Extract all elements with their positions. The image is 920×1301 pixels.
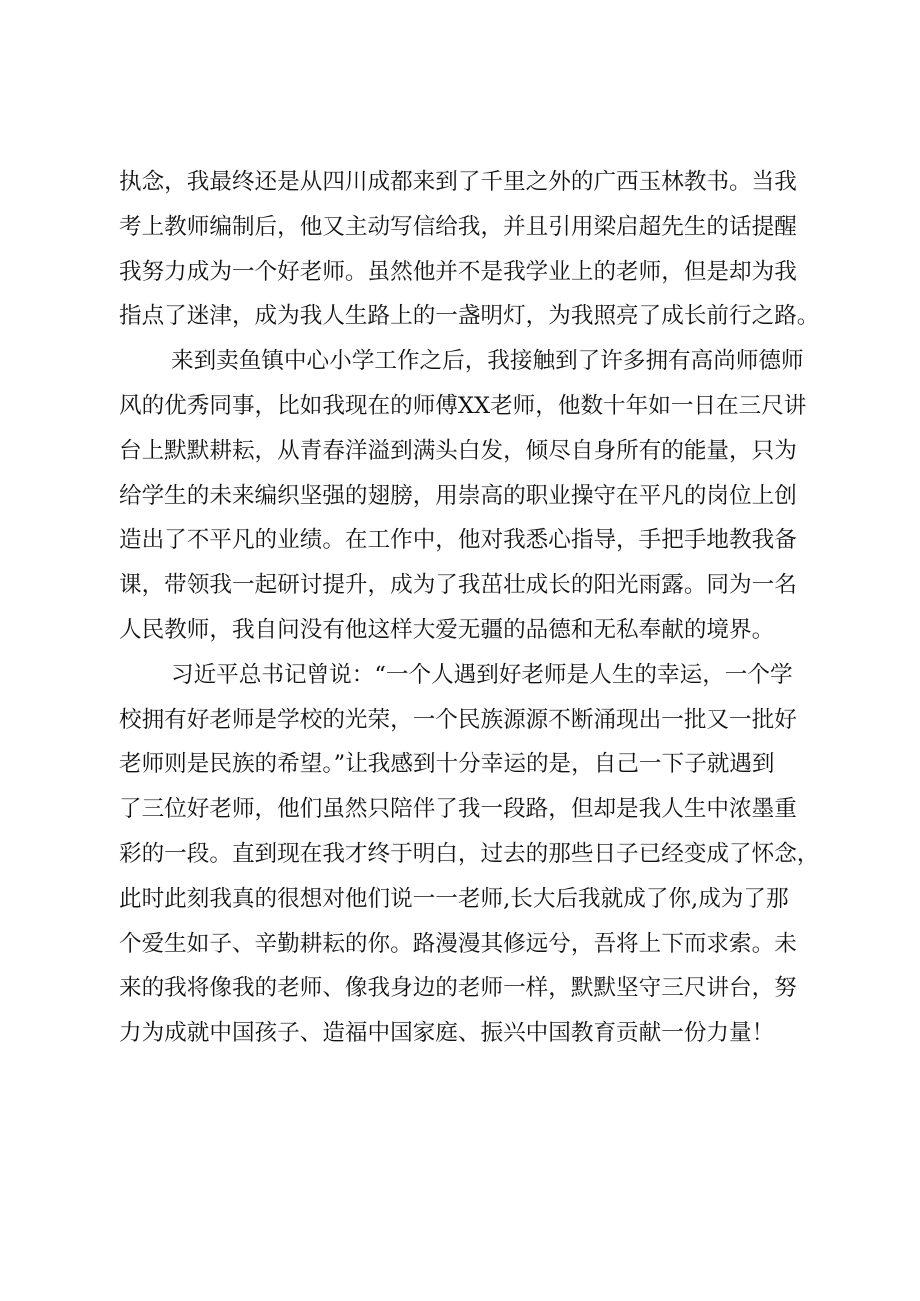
paragraph-1-line-4: 指点了迷津，成为我人生路上的一盏明灯，为我照亮了成长前行之路。: [119, 303, 820, 330]
paragraph-3-line-4: 了三位好老师，他们虽然只陪伴了我一段路，但却是我人生中浓墨重: [119, 796, 797, 823]
paragraph-3-line-2: 校拥有好老师是学校的光荣，一个民族源源不断涌现出一批又一批好: [119, 706, 797, 733]
body-text: [119, 160, 839, 1056]
paragraph-2-line-7: 人民教师，我自问没有他这样大爱无疆的品德和无私奉献的境界。: [119, 616, 775, 643]
paragraph-3-line-7: 个爱生如子、辛勤耕耘的你。路漫漫其修远兮，吾将上下而求索。未: [119, 930, 797, 957]
paragraph-1-line-1: 执念，我最终还是从四川成都来到了千里之外的广西玉林教书。当我: [119, 169, 797, 195]
paragraph-3-line-9: 力为成就中国孩子、造福中国家庭、振兴中国教育贡献一份力量！: [119, 1020, 775, 1047]
paragraph-2-line-1: 来到卖鱼镇中心小学工作之后，我接触到了许多拥有高尚师德师: [171, 348, 804, 375]
paragraph-3-line-1: 习近平总书记曾说：“一个人遇到好老师是人生的幸运，一个学: [171, 661, 793, 688]
paragraph-2-line-3: 台上默默耕耘，从青春洋溢到满头白发，倾尽自身所有的能量，只为: [119, 437, 797, 464]
paragraph-3-line-3: 老师则是民族的希望。”让我感到十分幸运的是，自己一下子就遇到: [119, 751, 775, 778]
paragraph-2-line-5: 造出了不平凡的业绩。在工作中，他对我悉心指导，手把手地教我备: [119, 527, 797, 554]
paragraph-3-line-8: 来的我将像我的老师、像我身边的老师一样，默默坚守三尺讲台，努: [119, 975, 797, 1002]
paragraph-2-line-6: 课，带领我一起研讨提升，成为了我茁壮成长的阳光雨露。同为一名: [119, 572, 797, 599]
paragraph-2-line-4: 给学生的未来编织坚强的翅膀，用崇高的职业操守在平凡的岗位上创: [119, 482, 797, 509]
paragraph-3-line-5: 彩的一段。直到现在我才终于明白，过去的那些日子已经变成了怀念，: [119, 840, 820, 867]
paragraph-3-line-6: 此时此刻我真的很想对他们说一一老师,长大后我就成了你,成为了那: [119, 885, 789, 912]
paragraph-1-line-3: 我努力成为一个好老师。虽然他并不是我学业上的老师，但是却为我: [119, 258, 797, 285]
paragraph-1-line-2: 考上教师编制后，他又主动写信给我，并且引用梁启超先生的话提醒: [119, 213, 797, 240]
paragraph-2-line-2: 风的优秀同事，比如我现在的师傅XX老师，他数十年如一日在三尺讲: [119, 392, 807, 419]
